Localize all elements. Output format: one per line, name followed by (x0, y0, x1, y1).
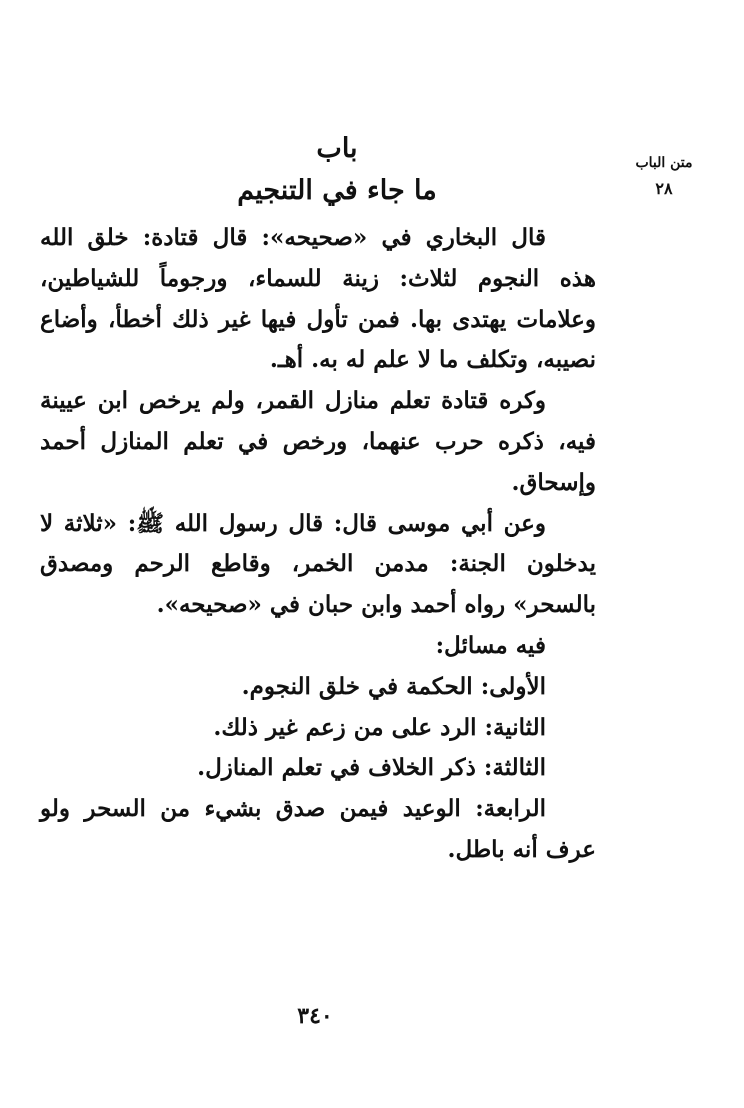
page-number: ٣٤٠ (297, 1003, 333, 1029)
body-text (40, 218, 596, 871)
chapter-heading (40, 128, 634, 212)
margin-note-number: ٢٨ (655, 179, 673, 198)
chapter-heading-line-1: باب (316, 133, 358, 164)
margin-note-label: متن الباب (635, 155, 693, 171)
paragraph-manazil-al-qamar: وكره قتادة تعلم منازل القمر، ولم يرخص ابن عيينة فيه، ذكره حرب عنهما، ورخص في تعلم المنازل أحمد وإسحاق. (40, 387, 596, 496)
margin-note (624, 150, 704, 202)
paragraph-bukhari-qatada: قال البخاري في «صحيحه»: قال قتادة: خلق الله هذه النجوم لثلاث: زينة للسماء، ورجوماً للشياطين، وعلامات يهتدى بها. فمن تأول فيها غير ذلك أخطأ، وأضاع نصيبه، وتكلف ما لا علم له به. أهـ. (40, 224, 596, 374)
issues-heading: فيه مسائل: (435, 631, 546, 659)
paragraph-abu-musa-hadith: وعن أبي موسى قال: قال رسول الله ﷺ: «ثلاثة لا يدخلون الجنة: مدمن الخمر، وقاطع الرحم ومصدق بالسحر» رواه أحمد وابن حبان في «صحيحه». (40, 509, 596, 619)
chapter-title: ما جاء في التنجيم (237, 175, 437, 206)
issue-item-1: الأولى: الحكمة في خلق النجوم. (241, 672, 546, 700)
issue-item-4: الرابعة: الوعيد فيمن صدق بشيء من السحر ولو عرف أنه باطل. (40, 795, 596, 863)
issue-item-3: الثالثة: ذكر الخلاف في تعلم المنازل. (197, 754, 546, 782)
issue-item-2: الثانية: الرد على من زعم غير ذلك. (213, 713, 546, 741)
